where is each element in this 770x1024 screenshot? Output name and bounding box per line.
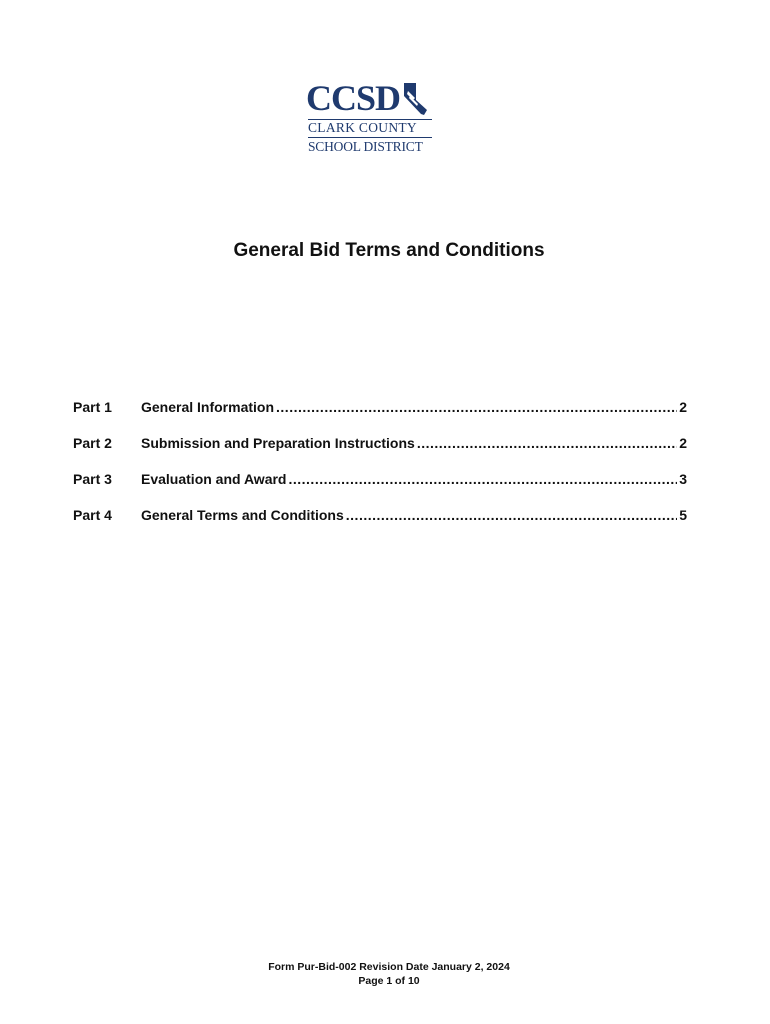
ccsd-logo: [306, 80, 436, 156]
toc-entry-title: General Information: [141, 399, 275, 415]
footer-form-revision: Form Pur-Bid-002 Revision Date January 2, 2024: [268, 961, 510, 973]
toc-page-number: 2: [679, 399, 687, 415]
toc-page-number: 3: [679, 471, 687, 487]
toc-entry-part-1[interactable]: [73, 397, 687, 417]
toc-entry-title: Submission and Preparation Instructions: [141, 435, 415, 451]
toc-part-label: Part 2: [73, 435, 112, 451]
logo-line-county: CLARK COUNTY: [308, 120, 417, 135]
toc-leader-dots: [417, 433, 677, 453]
table-of-contents: [73, 397, 687, 541]
logo-mark-text: CCSD: [306, 78, 401, 118]
toc-leader-dots: [276, 397, 677, 417]
footer-page-number: Page 1 of 10: [358, 975, 420, 987]
toc-page-number: 2: [679, 435, 687, 451]
document-title: General Bid Terms and Conditions: [233, 240, 545, 261]
toc-entry-part-2[interactable]: [73, 433, 687, 453]
toc-leader-dots: [288, 469, 677, 489]
toc-part-label: Part 1: [73, 399, 112, 415]
toc-entry-part-3[interactable]: [73, 469, 687, 489]
nevada-state-icon: [402, 82, 428, 116]
logo-rule-bottom: [308, 137, 432, 138]
toc-entry-part-4[interactable]: [73, 505, 687, 525]
toc-part-label: Part 3: [73, 471, 112, 487]
toc-leader-dots: [346, 505, 677, 525]
toc-entry-title: Evaluation and Award: [141, 471, 287, 487]
toc-entry-title: General Terms and Conditions: [141, 507, 344, 523]
toc-page-number: 5: [679, 507, 687, 523]
logo-line-district: SCHOOL DISTRICT: [308, 139, 423, 154]
toc-part-label: Part 4: [73, 507, 112, 523]
page-footer: [0, 960, 770, 988]
